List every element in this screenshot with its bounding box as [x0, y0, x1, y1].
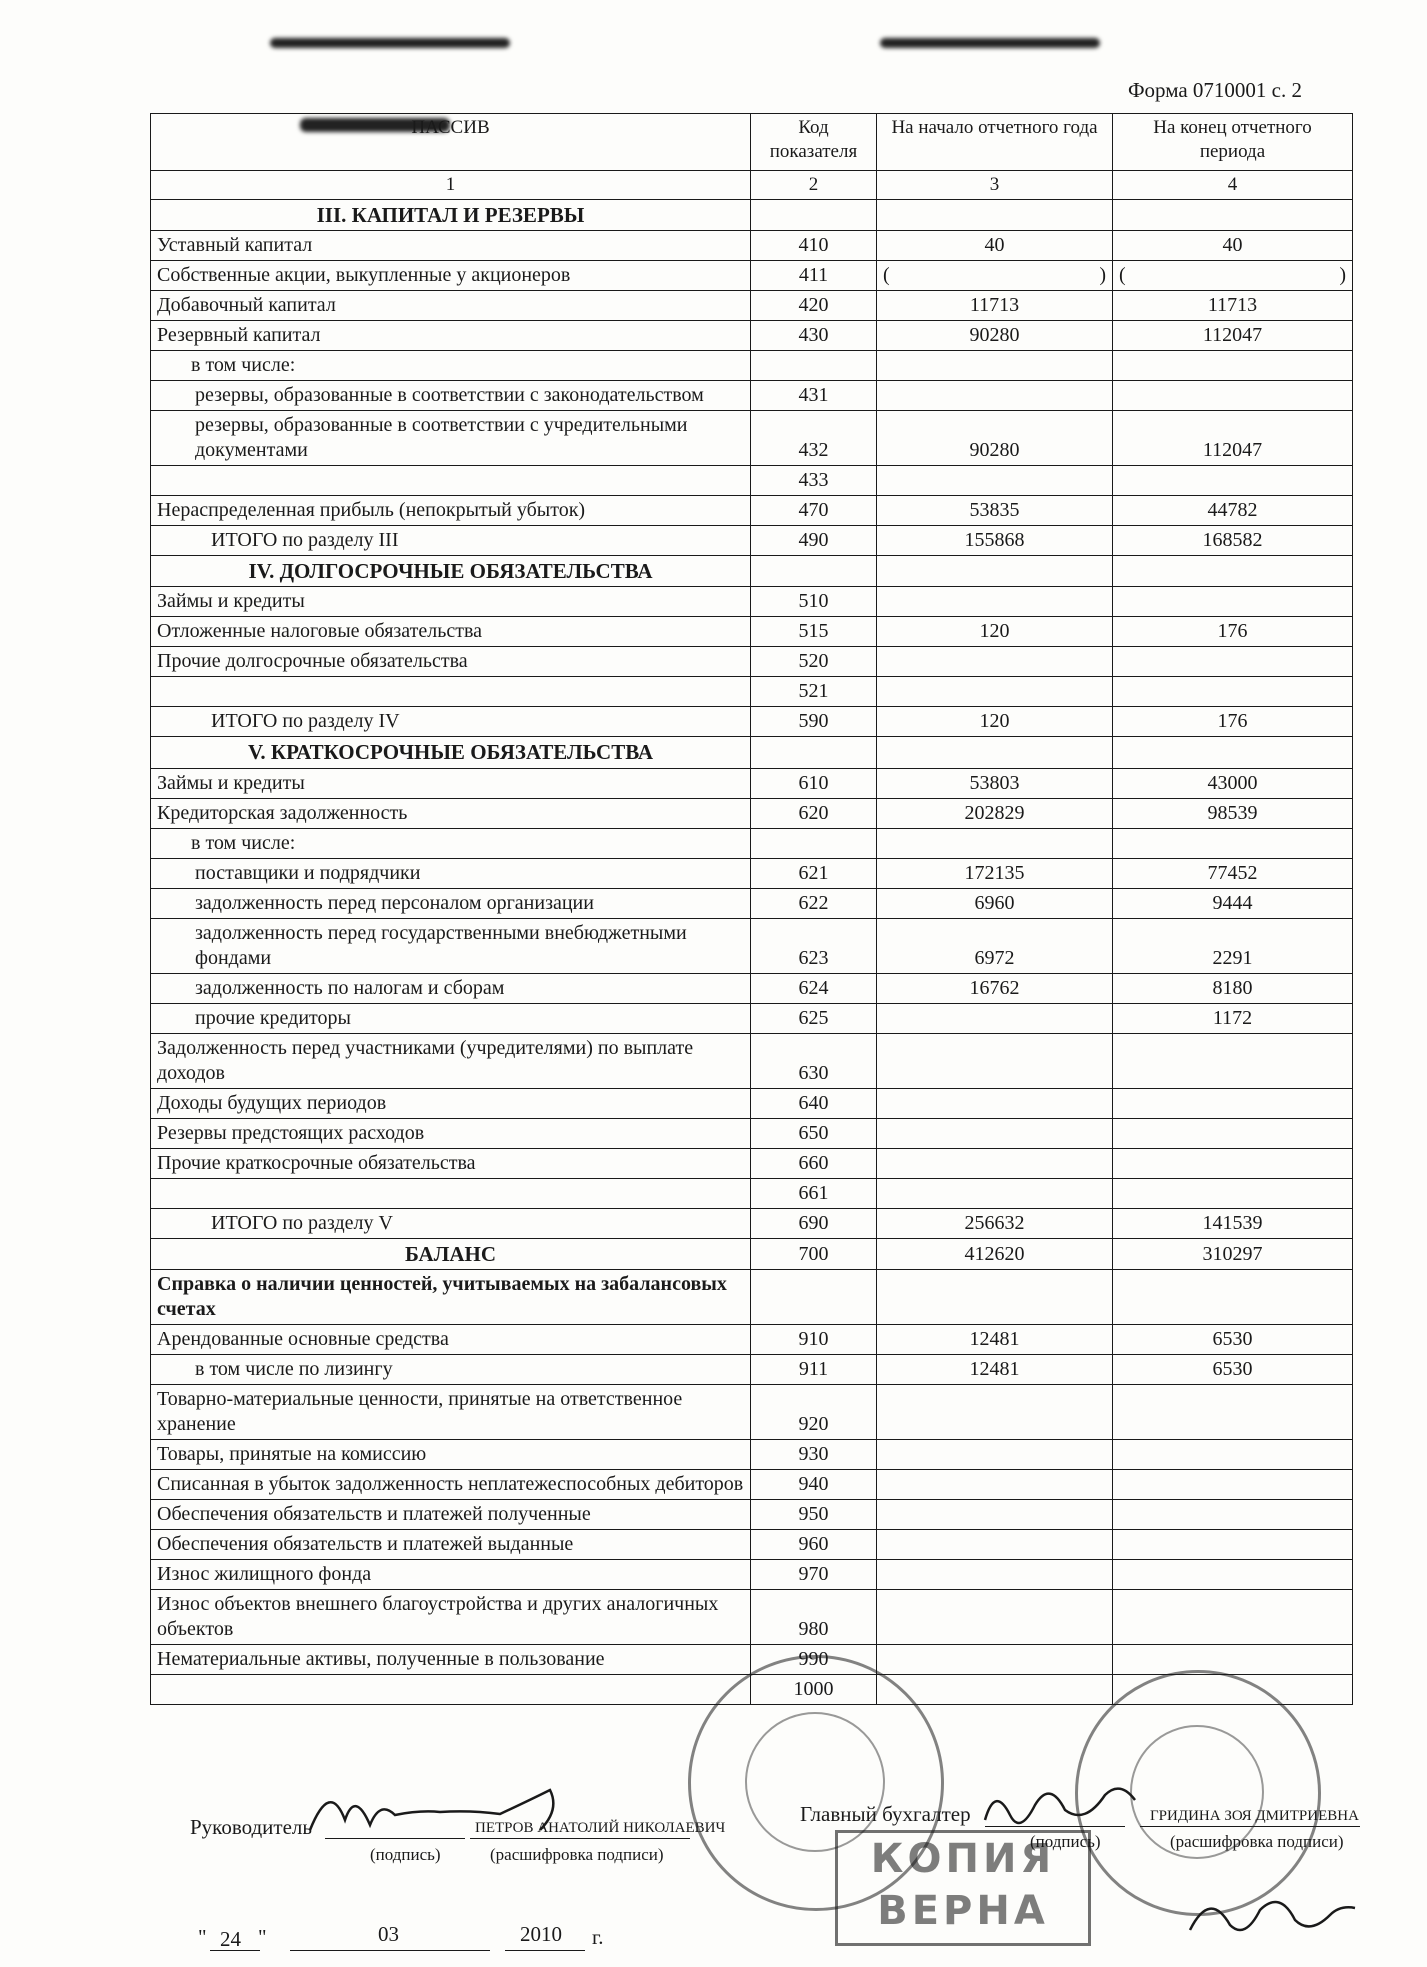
row-end-value — [1113, 261, 1353, 291]
header-code: Код показателя — [751, 114, 877, 171]
row-code: 621 — [751, 858, 877, 888]
row-start-value: 6960 — [877, 888, 1113, 918]
row-label: задолженность перед государственными внебюджетными фондами — [151, 918, 751, 973]
row-end-value — [1113, 1644, 1353, 1674]
row-end-value: 9444 — [1113, 888, 1353, 918]
accountant-name: ГРИДИНА ЗОЯ ДМИТРИЕВНА — [1150, 1808, 1359, 1824]
row-start-value — [877, 1118, 1113, 1148]
section-header-row — [151, 199, 1353, 230]
row-end-value — [1113, 587, 1353, 617]
scan-smudge — [270, 38, 510, 48]
row-code: 920 — [751, 1384, 877, 1439]
row-start-value — [877, 466, 1113, 496]
row-start-value: 12481 — [877, 1354, 1113, 1384]
table-row — [151, 1324, 1353, 1354]
row-label: Обеспечения обязательств и платежей полученные — [151, 1499, 751, 1529]
table-row — [151, 261, 1353, 291]
row-start-value: 90280 — [877, 411, 1113, 466]
empty-cell — [1113, 737, 1353, 768]
row-label: Износ объектов внешнего благоустройства и других аналогичных объектов — [151, 1589, 751, 1644]
date-quote-open: " — [198, 1925, 207, 1949]
row-start-value — [877, 1088, 1113, 1118]
row-code: 620 — [751, 798, 877, 828]
row-label: Нераспределенная прибыль (непокрытый убыток) — [151, 496, 751, 526]
row-start-value: 16762 — [877, 973, 1113, 1003]
form-id: Форма 0710001 с. 2 — [1127, 78, 1302, 102]
row-label: Товары, принятые на комиссию — [151, 1439, 751, 1469]
table-row — [151, 291, 1353, 321]
certification-signature — [1180, 1880, 1360, 1950]
row-code: 430 — [751, 321, 877, 351]
row-start-value: 6972 — [877, 918, 1113, 973]
row-end-value — [1113, 1469, 1353, 1499]
row-end-value — [1113, 1559, 1353, 1589]
row-end-value — [1113, 647, 1353, 677]
row-end-value: 11713 — [1113, 291, 1353, 321]
row-end-value — [1113, 381, 1353, 411]
offbalance-header-row — [151, 1269, 1353, 1324]
row-start-value — [877, 261, 1113, 291]
table-row — [151, 1644, 1353, 1674]
empty-cell — [877, 556, 1113, 587]
table-row — [151, 231, 1353, 261]
scan-smudge — [880, 38, 1100, 48]
row-end-value — [1113, 1118, 1353, 1148]
row-label: Займы и кредиты — [151, 587, 751, 617]
row-label: ИТОГО по разделу V — [151, 1208, 751, 1238]
certified-copy-stamp — [835, 1830, 1091, 1946]
offbalance-title: Справка о наличии ценностей, учитываемых на забалансовых счетах — [151, 1269, 751, 1324]
row-end-value — [1113, 1033, 1353, 1088]
row-label: Займы и кредиты — [151, 768, 751, 798]
row-end-value — [1113, 1088, 1353, 1118]
row-code: 940 — [751, 1469, 877, 1499]
row-label: Износ жилищного фонда — [151, 1559, 751, 1589]
total-row — [151, 1208, 1353, 1238]
row-start-value — [877, 1589, 1113, 1644]
row-label: Нематериальные активы, полученные в пользование — [151, 1644, 751, 1674]
row-start-value: 12481 — [877, 1324, 1113, 1354]
row-start-value: 155868 — [877, 526, 1113, 556]
table-row — [151, 1003, 1353, 1033]
row-code: 690 — [751, 1208, 877, 1238]
head-decode-caption: (расшифровка подписи) — [490, 1845, 664, 1864]
header-num-1: 1 — [151, 171, 751, 200]
row-label: в том числе: — [151, 828, 751, 858]
row-code: 910 — [751, 1324, 877, 1354]
row-start-value: 412620 — [877, 1238, 1113, 1269]
head-label: Руководитель — [190, 1815, 312, 1839]
row-start-value — [877, 1439, 1113, 1469]
accountant-sign-caption: (подпись) — [1030, 1832, 1101, 1851]
row-start-value — [877, 1003, 1113, 1033]
row-label: Отложенные налоговые обязательства — [151, 617, 751, 647]
table-row — [151, 1439, 1353, 1469]
row-start-value — [877, 381, 1113, 411]
empty-cell — [751, 199, 877, 230]
row-start-value: 11713 — [877, 291, 1113, 321]
table-row — [151, 321, 1353, 351]
section-header-row — [151, 737, 1353, 768]
row-code: 610 — [751, 768, 877, 798]
empty-cell — [877, 1269, 1113, 1324]
empty-cell — [1113, 1269, 1353, 1324]
row-label — [151, 1674, 751, 1704]
section-title: III. КАПИТАЛ И РЕЗЕРВЫ — [151, 199, 751, 230]
table-row — [151, 1384, 1353, 1439]
row-label: в том числе: — [151, 351, 751, 381]
date-year-line — [505, 1950, 585, 1951]
row-label: в том числе по лизингу — [151, 1354, 751, 1384]
row-code: 515 — [751, 617, 877, 647]
empty-cell — [751, 1269, 877, 1324]
header-num-3: 3 — [877, 171, 1113, 200]
row-end-value: 112047 — [1113, 411, 1353, 466]
row-start-value — [877, 1178, 1113, 1208]
row-code: 700 — [751, 1238, 877, 1269]
row-label: ИТОГО по разделу III — [151, 526, 751, 556]
table-header-row — [151, 114, 1353, 171]
row-code: 930 — [751, 1439, 877, 1469]
row-end-value — [1113, 1384, 1353, 1439]
row-code: 661 — [751, 1178, 877, 1208]
date-year: 2010 — [520, 1922, 562, 1946]
row-label: Задолженность перед участниками (учредителями) по выплате доходов — [151, 1033, 751, 1088]
row-start-value — [877, 828, 1113, 858]
row-start-value: 172135 — [877, 858, 1113, 888]
row-start-value — [877, 1469, 1113, 1499]
row-end-value — [1113, 828, 1353, 858]
row-start-value — [877, 1148, 1113, 1178]
row-label: резервы, образованные в соответствии с законодательством — [151, 381, 751, 411]
table-row — [151, 351, 1353, 381]
row-label: прочие кредиторы — [151, 1003, 751, 1033]
section-title: IV. ДОЛГОСРОЧНЫЕ ОБЯЗАТЕЛЬСТВА — [151, 556, 751, 587]
row-label: Добавочный капитал — [151, 291, 751, 321]
row-label — [151, 466, 751, 496]
row-label: резервы, образованные в соответствии с учредительными документами — [151, 411, 751, 466]
date-month: 03 — [378, 1922, 399, 1946]
row-end-value: 98539 — [1113, 798, 1353, 828]
table-row — [151, 798, 1353, 828]
total-row — [151, 526, 1353, 556]
start-paren-close: ) — [1099, 264, 1106, 286]
row-label — [151, 677, 751, 707]
row-start-value — [877, 1559, 1113, 1589]
row-end-value: 8180 — [1113, 973, 1353, 1003]
row-end-value — [1113, 1529, 1353, 1559]
end-paren-close: ) — [1339, 264, 1346, 286]
row-label: БАЛАНС — [151, 1238, 751, 1269]
copy-stamp-line1: КОПИЯ — [870, 1836, 1056, 1882]
row-label: ИТОГО по разделу IV — [151, 707, 751, 737]
row-start-value: 256632 — [877, 1208, 1113, 1238]
table-row — [151, 858, 1353, 888]
table-row — [151, 1178, 1353, 1208]
row-code: 1000 — [751, 1674, 877, 1704]
table-row — [151, 973, 1353, 1003]
row-label: поставщики и подрядчики — [151, 858, 751, 888]
row-end-value: 44782 — [1113, 496, 1353, 526]
row-end-value — [1113, 351, 1353, 381]
row-start-value — [877, 677, 1113, 707]
row-start-value — [877, 1529, 1113, 1559]
table-row — [151, 1088, 1353, 1118]
row-code: 980 — [751, 1589, 877, 1644]
row-start-value — [877, 1384, 1113, 1439]
row-label: Уставный капитал — [151, 231, 751, 261]
row-end-value: 6530 — [1113, 1354, 1353, 1384]
row-start-value: 53835 — [877, 496, 1113, 526]
table-row — [151, 381, 1353, 411]
row-code: 911 — [751, 1354, 877, 1384]
table-row — [151, 828, 1353, 858]
row-code: 640 — [751, 1088, 877, 1118]
row-label: Резервный капитал — [151, 321, 751, 351]
row-end-value — [1113, 1589, 1353, 1644]
row-label: Прочие долгосрочные обязательства — [151, 647, 751, 677]
table-row — [151, 768, 1353, 798]
row-label: Списанная в убыток задолженность неплатежеспособных дебиторов — [151, 1469, 751, 1499]
header-start: На начало отчетного года — [877, 114, 1113, 171]
header-num-2: 2 — [751, 171, 877, 200]
row-code — [751, 828, 877, 858]
row-label: задолженность перед персоналом организации — [151, 888, 751, 918]
header-num-4: 4 — [1113, 171, 1353, 200]
row-code: 624 — [751, 973, 877, 1003]
row-start-value: 40 — [877, 231, 1113, 261]
row-start-value — [877, 1033, 1113, 1088]
row-code: 660 — [751, 1148, 877, 1178]
row-end-value — [1113, 1439, 1353, 1469]
row-code: 625 — [751, 1003, 877, 1033]
table-row — [151, 1118, 1353, 1148]
end-paren-open: ( — [1119, 264, 1126, 286]
section-title: V. КРАТКОСРОЧНЫЕ ОБЯЗАТЕЛЬСТВА — [151, 737, 751, 768]
row-label: Арендованные основные средства — [151, 1324, 751, 1354]
row-start-value: 90280 — [877, 321, 1113, 351]
head-name: ПЕТРОВ АНАТОЛИЙ НИКОЛАЕВИЧ — [475, 1820, 726, 1836]
row-end-value — [1113, 677, 1353, 707]
row-start-value: 53803 — [877, 768, 1113, 798]
table-row — [151, 918, 1353, 973]
row-end-value — [1113, 1499, 1353, 1529]
date-day: 24 — [220, 1927, 241, 1951]
row-end-value — [1113, 466, 1353, 496]
row-end-value: 6530 — [1113, 1324, 1353, 1354]
row-start-value — [877, 647, 1113, 677]
table-row — [151, 1589, 1353, 1644]
header-passive: ПАССИВ — [151, 114, 751, 171]
row-end-value: 40 — [1113, 231, 1353, 261]
empty-cell — [877, 199, 1113, 230]
row-label: Кредиторская задолженность — [151, 798, 751, 828]
table-row — [151, 466, 1353, 496]
row-end-value: 168582 — [1113, 526, 1353, 556]
table-body — [151, 199, 1353, 1704]
table-row — [151, 1148, 1353, 1178]
balance-liabilities-table — [150, 113, 1353, 1705]
row-code: 970 — [751, 1559, 877, 1589]
row-start-value: 120 — [877, 707, 1113, 737]
table-row — [151, 677, 1353, 707]
table-row — [151, 1033, 1353, 1088]
row-end-value: 2291 — [1113, 918, 1353, 973]
row-code: 410 — [751, 231, 877, 261]
table-row — [151, 1469, 1353, 1499]
row-end-value: 77452 — [1113, 858, 1353, 888]
row-start-value: 120 — [877, 617, 1113, 647]
header-end: На конец отчетного периода — [1113, 114, 1353, 171]
table-row — [151, 411, 1353, 466]
row-code: 650 — [751, 1118, 877, 1148]
row-label: Обеспечения обязательств и платежей выданные — [151, 1529, 751, 1559]
table-row — [151, 647, 1353, 677]
round-stamp-right-inner — [1130, 1725, 1264, 1859]
row-start-value — [877, 1499, 1113, 1529]
row-start-value — [877, 351, 1113, 381]
section-header-row — [151, 556, 1353, 587]
row-end-value: 176 — [1113, 617, 1353, 647]
row-end-value: 141539 — [1113, 1208, 1353, 1238]
empty-cell — [877, 737, 1113, 768]
row-label: Прочие краткосрочные обязательства — [151, 1148, 751, 1178]
empty-cell — [751, 556, 877, 587]
row-code: 623 — [751, 918, 877, 973]
table-number-row — [151, 171, 1353, 200]
table-row — [151, 1499, 1353, 1529]
row-code: 622 — [751, 888, 877, 918]
row-label: Собственные акции, выкупленные у акционеров — [151, 261, 751, 291]
row-end-value: 176 — [1113, 707, 1353, 737]
row-label: Доходы будущих периодов — [151, 1088, 751, 1118]
table-row — [151, 1559, 1353, 1589]
table-row — [151, 1354, 1353, 1384]
row-start-value — [877, 587, 1113, 617]
table-row — [151, 496, 1353, 526]
row-code: 411 — [751, 261, 877, 291]
accountant-label: Главный бухгалтер — [800, 1802, 971, 1826]
empty-cell — [1113, 199, 1353, 230]
row-code: 433 — [751, 466, 877, 496]
row-label: Товарно-материальные ценности, принятые на ответственное хранение — [151, 1384, 751, 1439]
row-start-value — [877, 1644, 1113, 1674]
row-code: 590 — [751, 707, 877, 737]
row-end-value: 1172 — [1113, 1003, 1353, 1033]
row-end-value: 43000 — [1113, 768, 1353, 798]
row-code: 630 — [751, 1033, 877, 1088]
start-paren-open: ( — [883, 264, 890, 286]
row-code: 432 — [751, 411, 877, 466]
row-end-value — [1113, 1178, 1353, 1208]
row-code: 510 — [751, 587, 877, 617]
balance-total-row — [151, 1238, 1353, 1269]
table-row — [151, 888, 1353, 918]
row-code: 431 — [751, 381, 877, 411]
head-name-line — [470, 1838, 690, 1839]
row-code: 470 — [751, 496, 877, 526]
row-code: 490 — [751, 526, 877, 556]
head-sign-caption: (подпись) — [370, 1845, 441, 1864]
table-row — [151, 617, 1353, 647]
row-end-value: 112047 — [1113, 321, 1353, 351]
row-code: 950 — [751, 1499, 877, 1529]
empty-cell — [751, 737, 877, 768]
date-suffix: г. — [592, 1925, 604, 1949]
row-code: 960 — [751, 1529, 877, 1559]
date-day-line — [210, 1950, 260, 1951]
table-row — [151, 587, 1353, 617]
row-label: задолженность по налогам и сборам — [151, 973, 751, 1003]
date-quote-close: " — [258, 1925, 267, 1949]
row-code — [751, 351, 877, 381]
row-label: Резервы предстоящих расходов — [151, 1118, 751, 1148]
row-code: 521 — [751, 677, 877, 707]
row-end-value — [1113, 1148, 1353, 1178]
row-start-value: 202829 — [877, 798, 1113, 828]
accountant-decode-caption: (расшифровка подписи) — [1170, 1832, 1344, 1851]
table-row — [151, 1529, 1353, 1559]
row-code: 420 — [751, 291, 877, 321]
row-code: 990 — [751, 1644, 877, 1674]
date-month-line — [290, 1950, 490, 1951]
empty-cell — [1113, 556, 1353, 587]
row-label — [151, 1178, 751, 1208]
copy-stamp-line2: ВЕРНА — [877, 1888, 1049, 1934]
row-end-value: 310297 — [1113, 1238, 1353, 1269]
total-row — [151, 707, 1353, 737]
row-code: 520 — [751, 647, 877, 677]
